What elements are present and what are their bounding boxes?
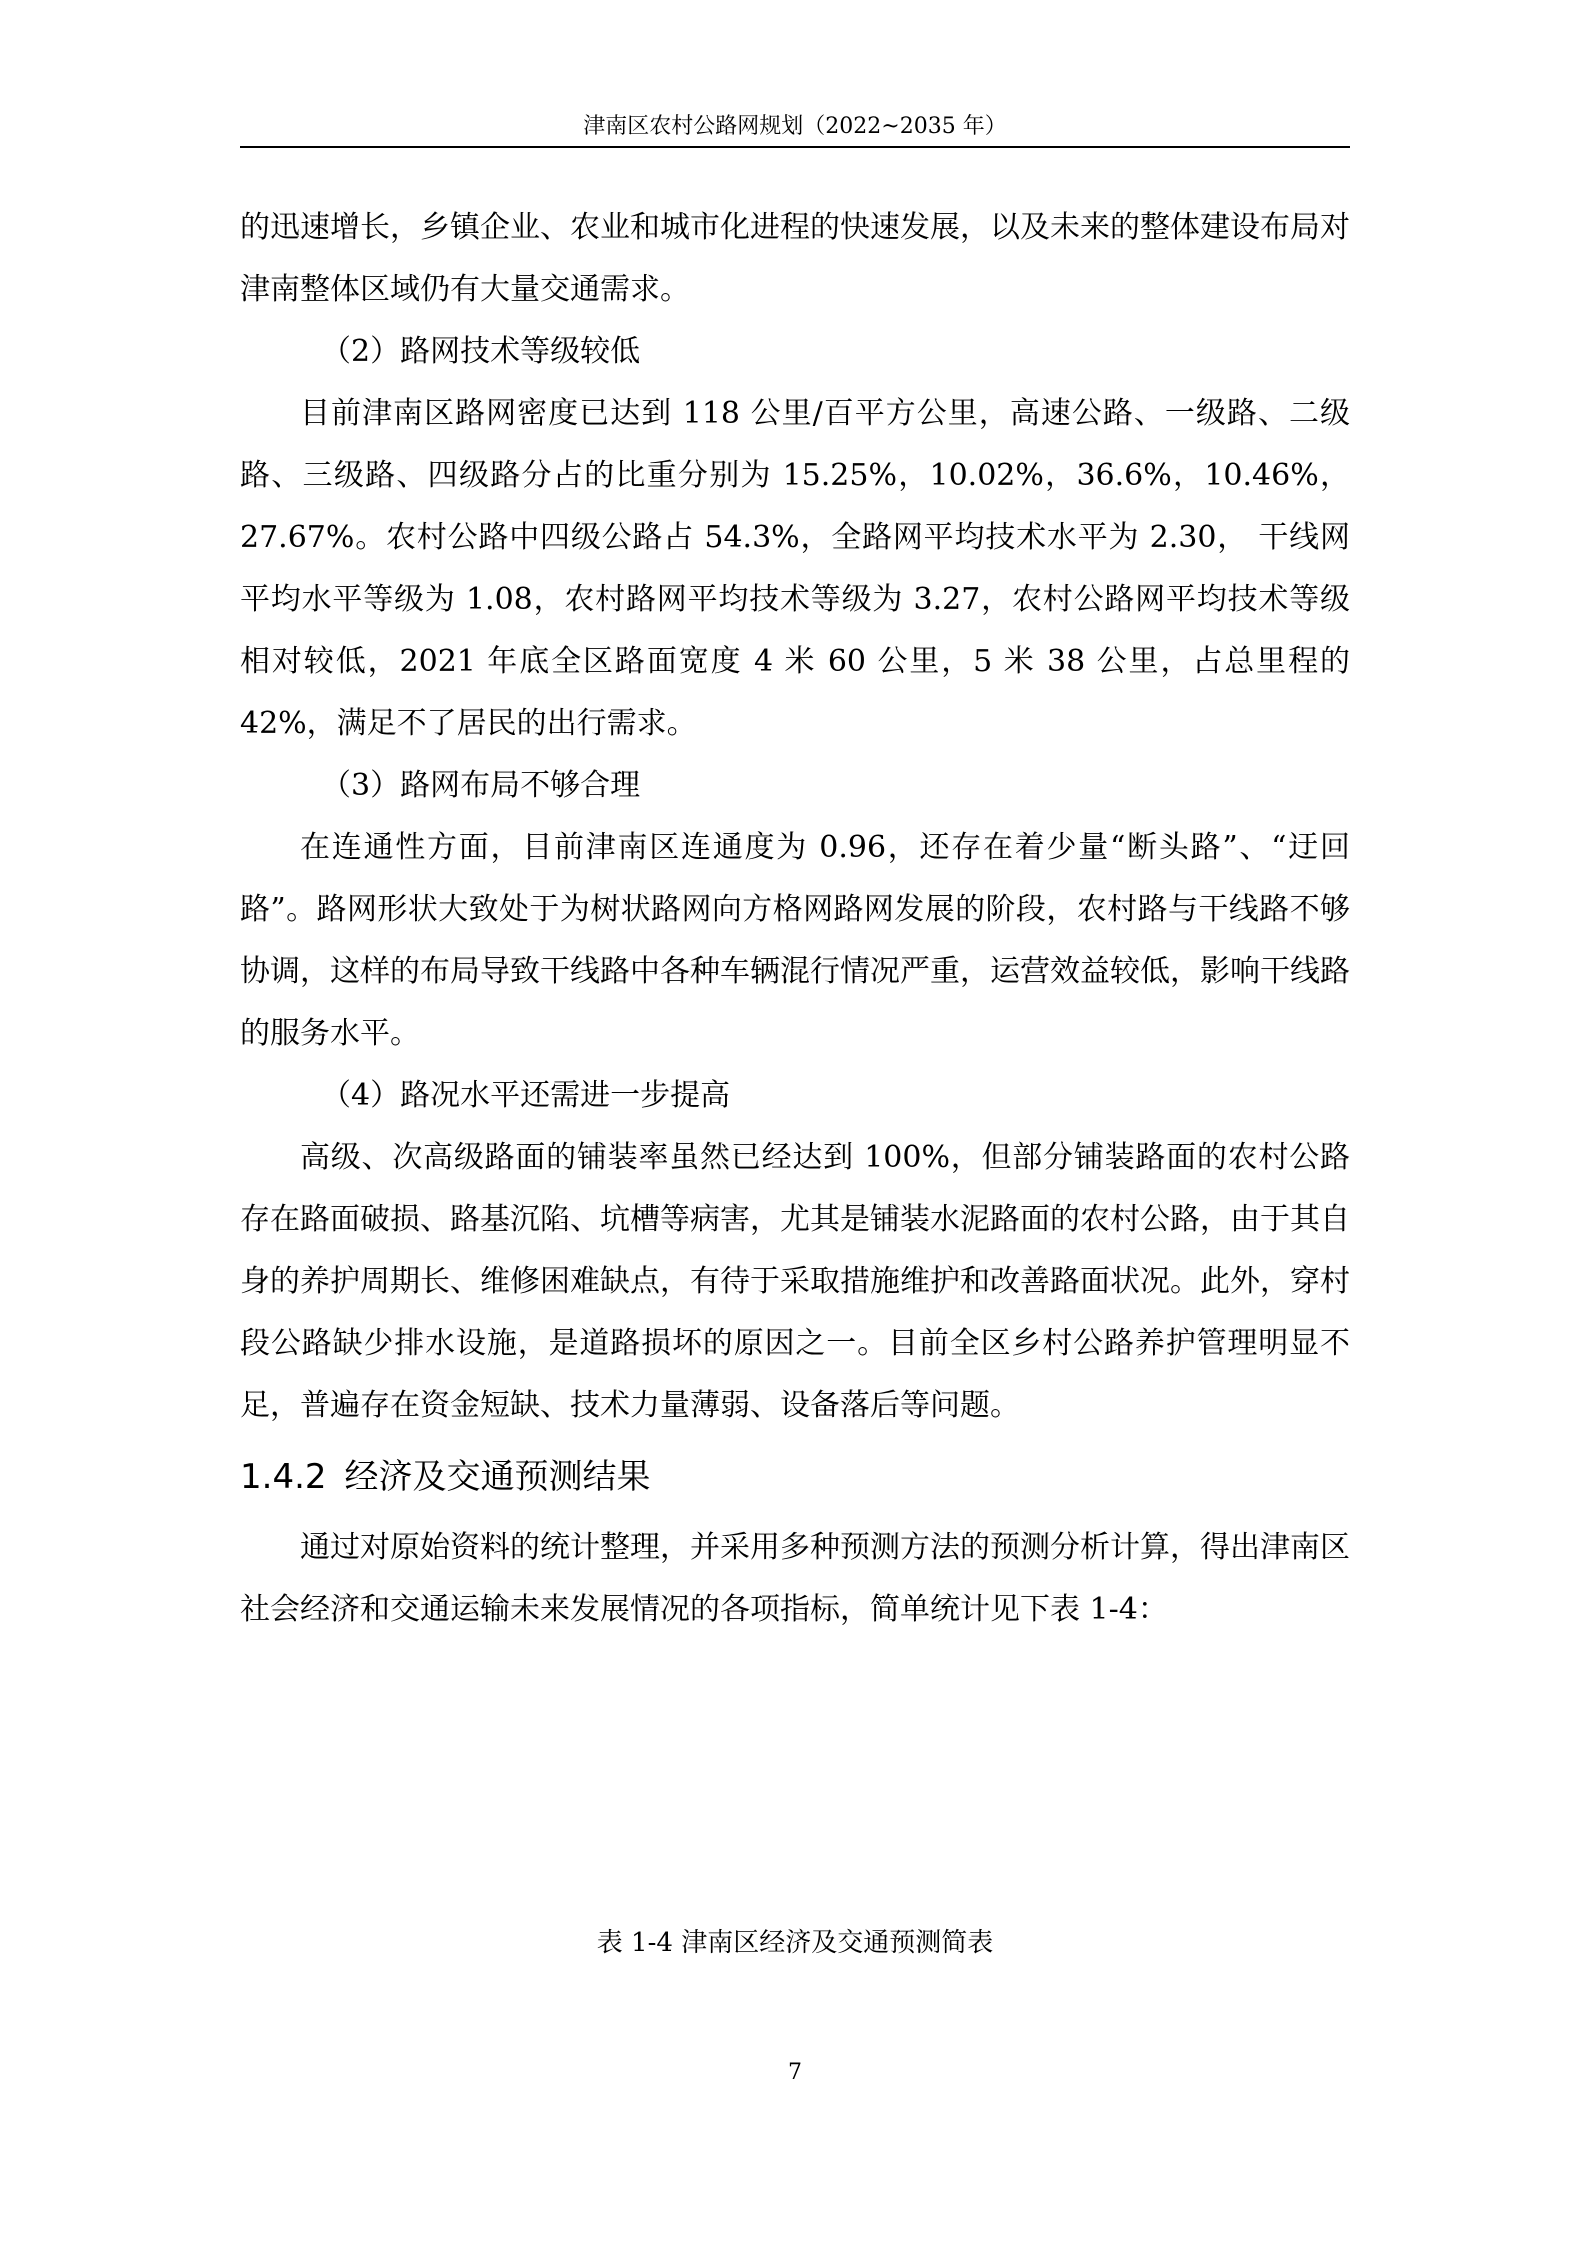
table-caption: 表 1-4 津南区经济及交通预测简表 [596,1928,994,1958]
subheading-3: （3）路网布局不够合理 [321,768,641,803]
section-title: 经济及交通预测结果 [344,1457,651,1497]
header-divider [240,146,1350,148]
paragraph-2: 目前津南区路网密度已达到 118 公里/百平方公里，高速公路、一级路、二级路、三级路、四级路分占的比重分别为 15.25%，10.02%，36.6%，10.46%，27.67%。农村公路中四级公路占 54.3%，全路网平均技术水平为 2.30， 干线网平均水平等级为 1.08，农村路网平均技术等级为 3.27，农村公路网平均技术等级相对较低，2021 年底全区路面宽度 4 米 60 公里，5 米 38 公里，占总里程的 42%，满足不了居民的出行需求。 [240,396,1350,741]
section-paragraph: 通过对原始资料的统计整理，并采用多种预测方法的预测分析计算，得出津南区社会经济和交通运输未来发展情况的各项指标，简单统计见下表 1-4： [240,1530,1350,1627]
intro-paragraph: 的迅速增长，乡镇企业、农业和城市化进程的快速发展，以及未来的整体建设布局对津南整体区域仍有大量交通需求。 [240,210,1350,307]
section-heading [240,1437,1350,1517]
main-content [240,197,1350,1641]
subheading-4: （4）路况水平还需进一步提高 [321,1078,731,1113]
paragraph-3: 在连通性方面，目前津南区连通度为 0.96，还存在着少量“断头路”、“迂回路”。路网形状大致处于为树状路网向方格网路网发展的阶段，农村路与干线路不够协调，这样的布局导致干线路中各种车辆混行情况严重，运营效益较低，影响干线路的服务水平。 [240,830,1350,1051]
page-number: 7 [788,2060,802,2085]
section-number: 1.4.2 [240,1457,327,1497]
paragraph-4: 高级、次高级路面的铺装率虽然已经达到 100%，但部分铺装路面的农村公路存在路面破损、路基沉陷、坑槽等病害，尤其是铺装水泥路面的农村公路，由于其自身的养护周期长、维修困难缺点，有待于采取措施维护和改善路面状况。此外，穿村段公路缺少排水设施，是道路损坏的原因之一。目前全区乡村公路养护管理明显不足，普遍存在资金短缺、技术力量薄弱、设备落后等问题。 [240,1140,1350,1423]
subheading-2: （2）路网技术等级较低 [321,334,641,369]
running-header: 津南区农村公路网规划（2022~2035 年） [583,114,1007,139]
